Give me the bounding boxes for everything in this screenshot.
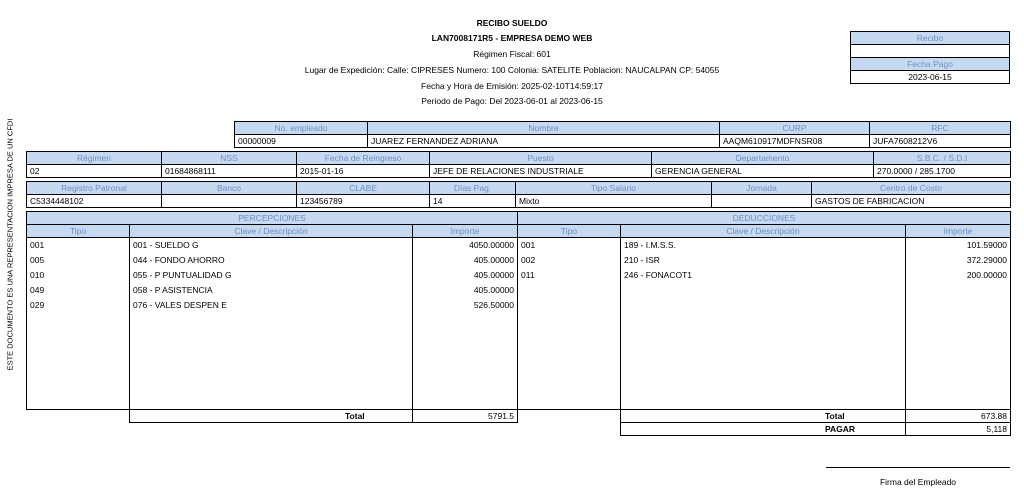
percepciones-title: PERCEPCIONES <box>27 212 518 225</box>
regimen-value: 02 <box>27 165 162 178</box>
perc-tipo-4: 049 <box>30 285 45 295</box>
fecha-pago-value: 2023-06-15 <box>851 71 1010 84</box>
recibo-box <box>850 31 1010 84</box>
perc-total-value: 5791.5 <box>413 410 518 423</box>
nss-label: NSS <box>162 152 297 165</box>
ded-total-value: 673.88 <box>906 410 1011 423</box>
perc-tipo-1: 001 <box>30 240 45 250</box>
company-name: LAN7008171R5 - EMPRESA DEMO WEB <box>431 33 593 43</box>
departamento-label: Departamento <box>652 152 874 165</box>
ded-tipo-2: 002 <box>521 255 536 265</box>
ded-clave-1: 189 - I.M.S.S. <box>624 240 676 250</box>
registro-patronal-value: C5334448102 <box>27 195 162 208</box>
ded-clave-3: 246 - FONACOT1 <box>624 270 693 280</box>
registro-patronal-label: Registro Patronal <box>27 182 162 195</box>
nombre-value: JUAREZ FERNANDEZ ADRIANA <box>368 135 720 148</box>
rfc-label: RFC <box>870 122 1011 135</box>
perc-importe-1: 4050.00000 <box>469 240 515 250</box>
cfdi-side-text: ESTE DOCUMENTO ES UNA REPRESENTACION IMPRESA DE UN CFDI <box>5 118 15 371</box>
fecha-reingreso-label: Fecha de Reingreso <box>297 152 430 165</box>
centro-costo-label: Centro de Costo <box>812 182 1011 195</box>
curp-label: CURP <box>720 122 870 135</box>
ded-col-tipo: Tipo <box>518 225 621 238</box>
recibo-value <box>851 45 1010 58</box>
tipo-salario-label: Tipo Salario <box>516 182 712 195</box>
payment-table <box>26 181 1011 208</box>
sbc-label: S.B.C. / S.D.I <box>874 152 1011 165</box>
centro-costo-value: GASTOS DE FABRICACION <box>812 195 1011 208</box>
percepciones-table <box>26 211 518 423</box>
banco-value <box>162 195 297 208</box>
ded-clave-col <box>621 238 906 410</box>
signature-line <box>826 467 1010 468</box>
curp-value: AAQM610917MDFNSR08 <box>720 135 870 148</box>
receipt-title: RECIBO SUELDO <box>476 18 548 28</box>
ded-importe-3: 200.00000 <box>966 270 1008 280</box>
clabe-value: 123456789 <box>297 195 430 208</box>
perc-tipo-3: 010 <box>30 270 45 280</box>
sbc-value: 270.0000 / 285.1700 <box>874 165 1011 178</box>
pagar-value: 5,118 <box>906 423 1011 436</box>
regimen-label: Régimen <box>27 152 162 165</box>
fecha-reingreso-value: 2015-01-16 <box>297 165 430 178</box>
deducciones-title: DEDUCCIONES <box>518 212 1011 225</box>
banco-label: Banco <box>162 182 297 195</box>
deducciones-table <box>517 211 1011 436</box>
job-table <box>26 151 1011 178</box>
perc-importe-3: 405.00000 <box>473 270 515 280</box>
recibo-label: Recibo <box>851 32 1010 45</box>
perc-importe-5: 526.50000 <box>473 300 515 310</box>
fecha-emision: Fecha y Hora de Emisión: 2025-02-10T14:59:17 <box>421 81 603 91</box>
fecha-pago-label: Fecha Pago <box>851 58 1010 71</box>
clabe-label: CLABE <box>297 182 430 195</box>
perc-importe-4: 405.00000 <box>473 285 515 295</box>
nombre-label: Nombre <box>368 122 720 135</box>
ded-tipo-3: 011 <box>521 270 535 280</box>
perc-col-clave: Clave / Descripción <box>130 225 413 238</box>
perc-clave-2: 044 - FONDO AHORRO <box>133 255 225 265</box>
ded-tipo-col <box>518 238 621 410</box>
perc-total-label: Total <box>130 410 413 423</box>
firma-label: Firma del Empleado <box>879 477 957 487</box>
ded-tipo-1: 001 <box>521 240 536 250</box>
no-empleado-value: 00000009 <box>235 135 368 148</box>
puesto-label: Puesto <box>430 152 652 165</box>
jornada-label: Jornada <box>712 182 812 195</box>
no-empleado-label: No. empleado <box>235 122 368 135</box>
dias-pag-label: Días Pag. <box>430 182 516 195</box>
perc-importe-2: 405.00000 <box>473 255 515 265</box>
ded-col-clave: Clave / Descripción <box>621 225 906 238</box>
tipo-salario-value: Mixto <box>516 195 712 208</box>
perc-clave-3: 055 - P PUNTUALIDAD G <box>133 270 232 280</box>
puesto-value: JEFE DE RELACIONES INDUSTRIALE <box>430 165 652 178</box>
perc-tipo-5: 029 <box>30 300 45 310</box>
perc-importe-col <box>413 238 518 410</box>
jornada-value <box>712 195 812 208</box>
ded-importe-2: 372.29000 <box>966 255 1008 265</box>
perc-clave-1: 001 - SUELDO G <box>133 240 199 250</box>
perc-clave-5: 076 - VALES DESPEN E <box>133 300 227 310</box>
ded-clave-2: 210 - ISR <box>624 255 660 265</box>
departamento-value: GERENCIA GENERAL <box>652 165 874 178</box>
nss-value: 01684868111 <box>162 165 297 178</box>
perc-clave-4: 058 - P ASISTENCIA <box>133 285 213 295</box>
perc-clave-col <box>130 238 413 410</box>
rfc-value: JUFA7608212V6 <box>870 135 1011 148</box>
perc-col-tipo: Tipo <box>27 225 130 238</box>
perc-col-importe: Importe <box>413 225 518 238</box>
perc-tipo-col <box>27 238 130 410</box>
ded-total-label: Total <box>621 410 906 423</box>
pagar-label: PAGAR <box>621 423 906 436</box>
dias-pag-value: 14 <box>430 195 516 208</box>
periodo-pago: Periodo de Pago: Del 2023-06-01 al 2023-06-15 <box>421 96 603 106</box>
regimen-fiscal: Régimen Fiscal: 601 <box>473 49 551 59</box>
ded-importe-col <box>906 238 1011 410</box>
ded-importe-1: 101.59000 <box>966 240 1008 250</box>
lugar-expedicion: Lugar de Expedición: Calle: CIPRESES Numero: 100 Colonia: SATELITE Poblacion: NAUCALPAN CP: 54055 <box>304 65 720 75</box>
ded-col-importe: Importe <box>906 225 1011 238</box>
perc-tipo-2: 005 <box>30 255 45 265</box>
employee-table <box>234 121 1011 148</box>
